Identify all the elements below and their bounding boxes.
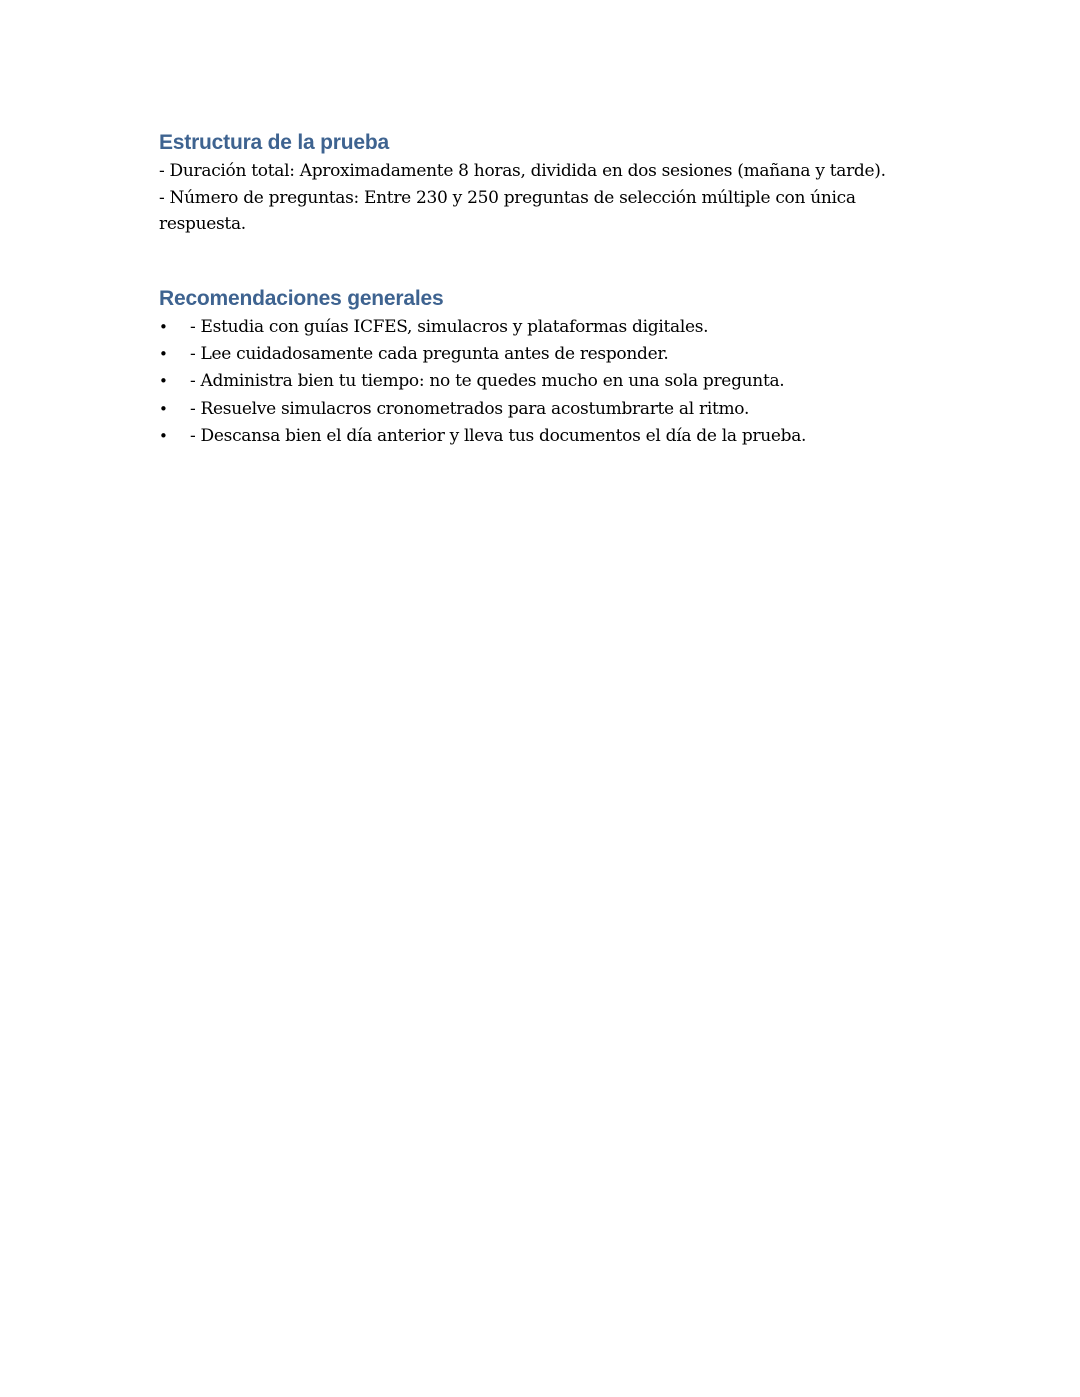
bullet-icon: •	[159, 399, 168, 418]
list-item-text: - Estudia con guías ICFES, simulacros y plataformas digitales.	[190, 316, 709, 337]
list-item-text: - Lee cuidadosamente cada pregunta antes de responder.	[190, 343, 669, 364]
bullet-icon: •	[159, 344, 168, 363]
list-item	[159, 368, 899, 395]
list-item	[159, 423, 899, 450]
section-heading: Estructura de la prueba	[159, 131, 389, 154]
list-item-text: - Resuelve simulacros cronometrados para acostumbrarte al ritmo.	[190, 398, 750, 419]
list-item	[159, 314, 899, 341]
list-item-text: - Descansa bien el día anterior y lleva tus documentos el día de la prueba.	[190, 426, 807, 447]
list-item	[159, 341, 899, 368]
list-item-text: - Administra bien tu tiempo: no te quedes mucho en una sola pregunta.	[190, 371, 785, 392]
paragraph-line: - Número de preguntas: Entre 230 y 250 preguntas de selección múltiple con única	[159, 187, 856, 208]
section-spacer	[159, 238, 899, 284]
section-heading: Recomendaciones generales	[159, 286, 444, 310]
bullet-icon: •	[159, 372, 168, 391]
section-estructura	[159, 128, 899, 238]
recommendations-list	[159, 314, 899, 451]
bullet-icon: •	[159, 317, 168, 336]
document-content	[159, 128, 899, 451]
paragraph-line: - Duración total: Aproximadamente 8 horas, dividida en dos sesiones (mañana y tarde).	[159, 161, 886, 181]
section-recomendaciones	[159, 284, 899, 451]
list-item	[159, 396, 899, 423]
bullet-icon: •	[159, 427, 168, 446]
paragraph-line: respuesta.	[159, 214, 246, 234]
